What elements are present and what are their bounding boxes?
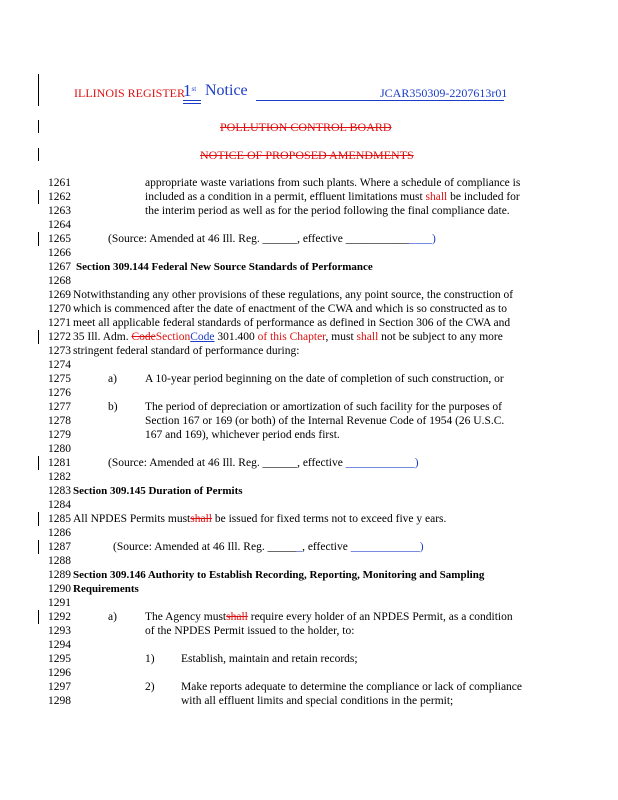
- page-number: [183, 81, 196, 101]
- line-number: 1265: [48, 233, 71, 245]
- line-number: 1275: [48, 373, 71, 385]
- line-number: 1264: [48, 219, 71, 231]
- line-number: 1289: [48, 569, 71, 581]
- text-run: (Source: Amended at 46 Ill. Reg. ______, effective: [108, 457, 346, 469]
- text-run: not be subject to any more: [378, 331, 503, 343]
- line-number: 1263: [48, 205, 71, 217]
- change-bar: [38, 120, 39, 133]
- change-bar: [38, 456, 39, 470]
- body-text: which is commenced after the date of enactment of the CWA and which is so constructed as to: [73, 303, 507, 315]
- body-text: The period of depreciation or amortization of such facility for the purposes of: [145, 401, 503, 413]
- line-number: 1276: [48, 387, 71, 399]
- deleted-text: shall: [226, 611, 248, 623]
- body-text: [73, 331, 503, 343]
- register-title: ILLINOIS REGISTER: [74, 86, 185, 100]
- text-run: ___________: [345, 233, 409, 245]
- line-number: 1270: [48, 303, 71, 315]
- section-heading: Section 309.144 Federal New Source Standards of Performance: [76, 261, 373, 273]
- line-number: 1288: [48, 555, 71, 567]
- line-number: 1267: [48, 261, 71, 273]
- text-run: 35 Ill. Adm.: [73, 331, 132, 343]
- text-run: , must: [325, 331, 357, 343]
- line-number: 1295: [48, 653, 71, 665]
- change-bar: [38, 190, 39, 204]
- line-number: 1291: [48, 597, 71, 609]
- header-double-rule: [183, 103, 201, 104]
- inserted-text: ____): [408, 233, 436, 245]
- line-number: 1272: [48, 331, 71, 343]
- inserted-text: Code: [190, 331, 215, 343]
- inserted-text: shall: [425, 191, 448, 203]
- text-run: The Agency must: [145, 611, 227, 623]
- text-run: require every holder of an NPDES Permit, as a condition: [247, 611, 513, 623]
- text-run: , effective: [302, 541, 351, 553]
- change-bar: [38, 330, 39, 344]
- notice-label: Notice: [205, 82, 248, 99]
- text-run: included as a condition in a permit, effluent limitations must: [145, 191, 423, 203]
- body-text: [145, 611, 513, 623]
- page-number-value: 1: [183, 81, 192, 100]
- line-number: 1281: [48, 457, 71, 469]
- line-number: 1287: [48, 541, 71, 553]
- source-note: [113, 541, 424, 553]
- item-label: 2): [145, 681, 155, 693]
- inserted-text: _: [296, 541, 303, 553]
- line-number: 1277: [48, 401, 71, 413]
- line-number: 1268: [48, 275, 71, 287]
- body-text: [73, 513, 446, 525]
- source-note: [108, 457, 419, 469]
- text-run: All NPDES Permits must: [73, 513, 191, 525]
- body-text: 167 and 169), whichever period ends first.: [145, 429, 340, 441]
- line-number: 1279: [48, 429, 71, 441]
- line-number: 1297: [48, 681, 71, 693]
- board-heading: POLLUTION CONTROL BOARD: [220, 120, 392, 134]
- line-number: 1266: [48, 247, 71, 259]
- section-heading: Section 309.146 Authority to Establish Recording, Reporting, Monitoring and Sampling: [73, 569, 485, 581]
- line-number: 1271: [48, 317, 71, 329]
- change-bar: [38, 232, 39, 246]
- body-text: Section 167 or 169 (or both) of the Internal Revenue Code of 1954 (26 U.S.C.: [145, 415, 505, 427]
- change-bar: [38, 512, 39, 526]
- inserted-text: ____________): [345, 457, 419, 469]
- inserted-text: of this Chapter: [257, 331, 326, 343]
- line-number: 1292: [48, 611, 71, 623]
- body-text: stringent federal standard of performance during:: [73, 345, 300, 357]
- change-bar: [38, 148, 39, 161]
- line-number: 1278: [48, 415, 71, 427]
- line-number: 1290: [48, 583, 71, 595]
- body-text: meet all applicable federal standards of performance as defined in Section 306 of the CWA and: [73, 317, 511, 329]
- body-text: Notwithstanding any other provisions of these regulations, any point source, the construction of: [73, 289, 514, 301]
- body-text: with all effluent limits and special conditions in the permit;: [181, 695, 454, 707]
- item-label: b): [108, 401, 118, 413]
- page-number-suffix: st: [191, 85, 197, 93]
- inserted-text: shall: [356, 331, 379, 343]
- item-label: a): [108, 611, 117, 623]
- deleted-text: Code: [131, 331, 156, 343]
- text-run: (Source: Amended at 46 Ill. Reg. ______, effective: [108, 233, 346, 245]
- line-number: 1274: [48, 359, 71, 371]
- text-run: be issued for fixed terms not to exceed five y ears.: [212, 513, 447, 525]
- body-text: Make reports adequate to determine the compliance or lack of compliance: [181, 681, 523, 693]
- text-run: 301.400: [214, 331, 258, 343]
- body-text: A 10-year period beginning on the date of completion of such construction, or: [145, 373, 504, 385]
- line-number: 1262: [48, 191, 71, 203]
- section-heading-cont: Requirements: [73, 583, 139, 595]
- inserted-text: Section: [155, 331, 191, 343]
- change-bar: [38, 610, 39, 624]
- notice-heading: NOTICE OF PROPOSED AMENDMENTS: [200, 148, 414, 162]
- source-note: [108, 233, 436, 245]
- deleted-text: shall: [190, 513, 212, 525]
- line-number: 1296: [48, 667, 71, 679]
- line-number: 1273: [48, 345, 71, 357]
- line-number: 1284: [48, 499, 71, 511]
- docket-number: JCAR350309-2207613r01: [380, 86, 508, 100]
- change-bar: [38, 540, 39, 554]
- item-label: a): [108, 373, 117, 385]
- body-text: Establish, maintain and retain records;: [181, 653, 358, 665]
- change-bar: [38, 74, 39, 106]
- text-run: (Source: Amended at 46 Ill. Reg. _____: [113, 541, 297, 553]
- line-number: 1293: [48, 625, 71, 637]
- line-number: 1294: [48, 639, 71, 651]
- line-number: 1269: [48, 289, 71, 301]
- section-heading: Section 309.145 Duration of Permits: [73, 485, 243, 497]
- line-number: 1285: [48, 513, 71, 525]
- line-number: 1298: [48, 695, 71, 707]
- line-number: 1283: [48, 485, 71, 497]
- line-number: 1282: [48, 471, 71, 483]
- body-text: of the NPDES Permit issued to the holder, to:: [145, 625, 355, 637]
- body-text: the interim period as well as for the period following the final compliance date.: [145, 205, 510, 217]
- body-text: [145, 191, 520, 203]
- item-label: 1): [145, 653, 155, 665]
- inserted-text: ____________): [350, 541, 424, 553]
- line-number: 1261: [48, 177, 71, 189]
- header-double-rule: [183, 100, 201, 101]
- body-text: appropriate waste variations from such plants. Where a schedule of compliance is: [145, 177, 521, 189]
- line-number: 1280: [48, 443, 71, 455]
- text-run: be included for: [450, 191, 520, 203]
- line-number: 1286: [48, 527, 71, 539]
